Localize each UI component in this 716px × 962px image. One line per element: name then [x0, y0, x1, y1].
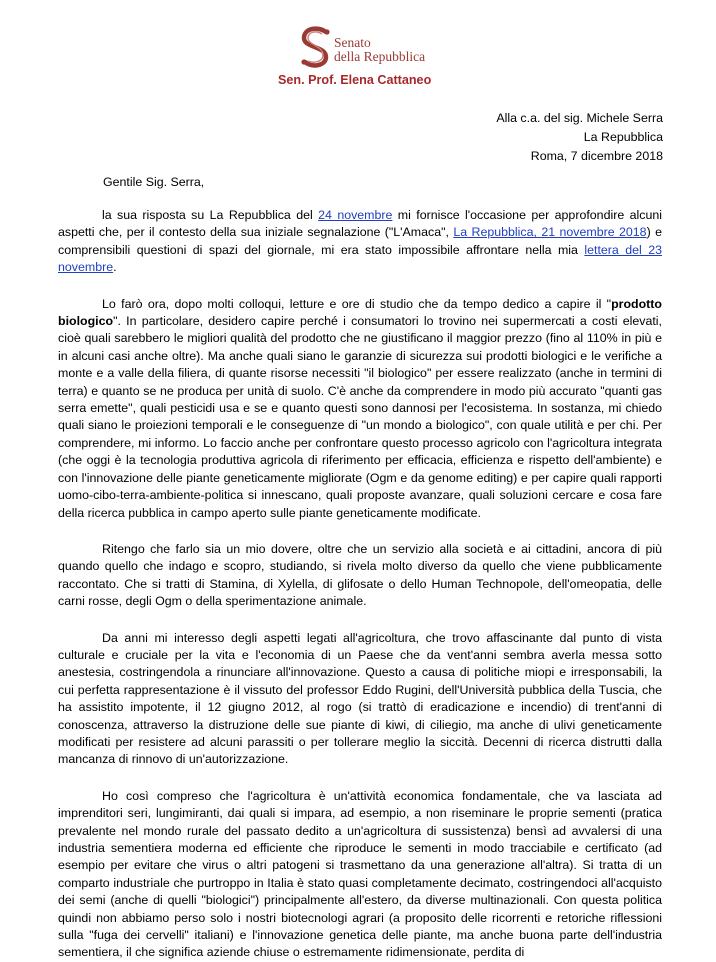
p2-text-1: Lo farò ora, dopo molti colloqui, letture e ore di studio che da tempo dedico a capire il " [102, 296, 612, 311]
paragraph-5: Ho così compreso che l'agricoltura è un'attività economica fondamentale, che va lasciata ad imprenditori seri, lungimiranti, dai quali si impara, ad esempio, a non riseminare le proprie sementi (pratica prevalente nel mondo rurale del passato dedito a un'agricoltura di sussistenza) bensì ad avvalersi di una industria sementiera moderna ed efficiente che riproduce le sementi in modo tracciabile e certificato (ad esempio per evitare che virus o altri patogeni si trasmettano da una generazione all'altra). Si tratta di un comparto industriale che purtroppo in Italia è stato quasi completamente decimato, costringendoci all'acquisto dei semi (anche di quelli "biologici") principalmente all'estero, da diverse multinazionali. Con questa politica quindi non abbiamo perso solo i nostri biotecnologi agrari (a proposito delle ricorrenti e retoriche riflessioni sulla "fuga dei cervelli" italiani) e l'innovazione genetica delle piante, ma anche buona parte dell'industria sementiera, il che significa aziende chiuse o estremamente ridimensionate, perdita di [58, 788, 662, 960]
letter-body [58, 207, 662, 962]
logo-line-2: della Repubblica [334, 49, 426, 64]
address-line-1: Alla c.a. del sig. Michele Serra [496, 111, 663, 125]
paragraph-3: Ritengo che farlo sia un mio dovere, oltre che un servizio alla società e ai cittadini, ancora di più quando quello che indago e scopro, studiando, si rivela molto diverso da quello che viene pubblicamente raccontato. Che si tratti di Stamina, di Xylella, di glifosate o dello Human Technopole, dell'omeopatia, delle carni rosse, degli Ogm o della sperimentazione animale. [58, 541, 662, 609]
link-lettera-23-novembre[interactable]: lettera del 23 novembre [58, 242, 662, 275]
p1-text-3: ) e comprensibili questioni di spazi del giornale, mi era stato impossibile affrontare nella mia [58, 225, 662, 257]
logo-line-1: Senato [334, 35, 371, 50]
address-line-2: La Repubblica [583, 130, 663, 144]
link-repubblica-21-novembre[interactable]: La Repubblica, 21 novembre 2018 [453, 225, 647, 240]
p1-text-4: . [113, 260, 117, 275]
paragraph-1 [58, 207, 662, 277]
paragraph-4: Da anni mi interesso degli aspetti legati all'agricoltura, che trovo affascinante dal punto di vista culturale e cruciale per la vita e l'economia di un Paese che da vent'anni sembra averla messa sotto anestesia, costringendola a rinunciare all'innovazione. Questo a causa di politiche miopi e irresponsabili, la cui perfetta rappresentazione è il vissuto del professor Eddo Rugini, dell'Università pubblica della Tuscia, che ha assistito impotente, il 12 giugno 2012, al rogo (si trattò di eradicazione e incendio) di trent'anni di conoscenza, attraverso la distruzione delle sue piante di kiwi, di ciliegio, ma anche di ulivi geneticamente modificati per resistere ad alcuni parassiti o per tollerare meglio la siccità. Decenni di ricerca distrutti dalla mancanza di rinnovo di un'autorizzazione. [58, 630, 662, 767]
address-date: Roma, 7 dicembre 2018 [530, 149, 663, 163]
p1-text-2: mi fornisce l'occasione per approfondire alcuni aspetti che, per il contesto della sua iniziale segnalazione ("L'Amaca", [58, 208, 662, 240]
salutation: Gentile Sig. Serra, [103, 175, 205, 189]
senate-logo-text [334, 36, 425, 64]
p2-text-2: ". In particolare, desidero capire perché i consumatori lo trovino nei supermercati a costi elevati, cioè quali sarebbero le migliori qualità del prodotto che ne giustificano il maggior prezzo (fino al 110% in più e in alcuni casi anche oltre). Ma anche quali siano le garanzie di sicurezza sui prodotti biologici e le verifiche a monte e a valle della filiera, di quante risorse necessiti "il biologico" per essere realizzato (anche in termini di terra) e quanto se ne produca per unità di suolo. C'è anche da comprendere in modo più accurato "quanti gas serra emette", quali pesticidi usa e se e quanto questi sono dannosi per l'ecosistema. In sostanza, mi chiedo quali siano le proiezioni temporali e le conseguenze di "un mondo a biologico", con quale utilità e per chi. Per comprendere, mi informo. Lo faccio anche per confrontare questo processo agricolo con l'agricoltura integrata (che oggi è la tecnologia produttiva agricola di riferimento per efficacia, efficienza e rispetto dell'ambiente) e con l'innovazione delle piante geneticamente migliorate (Ogm e da genome editing) e per capire quali rapporti uomo-cibo-terra-ambiente-politica si innescano, quali proposte avanzare, quali soluzioni cercare e cosa fare della ricerca pubblica in campo aperto sulle piante geneticamente modificate. [58, 314, 662, 520]
p2-bold-term: prodotto biologico [58, 296, 662, 329]
p1-text-1: la sua risposta su La Repubblica del [102, 208, 319, 222]
senator-name: Sen. Prof. Elena Cattaneo [278, 73, 432, 87]
senate-logo-icon [296, 26, 336, 70]
paragraph-2 [58, 296, 662, 522]
link-24-novembre[interactable]: 24 novembre [318, 208, 393, 222]
recipient-address [496, 109, 663, 166]
